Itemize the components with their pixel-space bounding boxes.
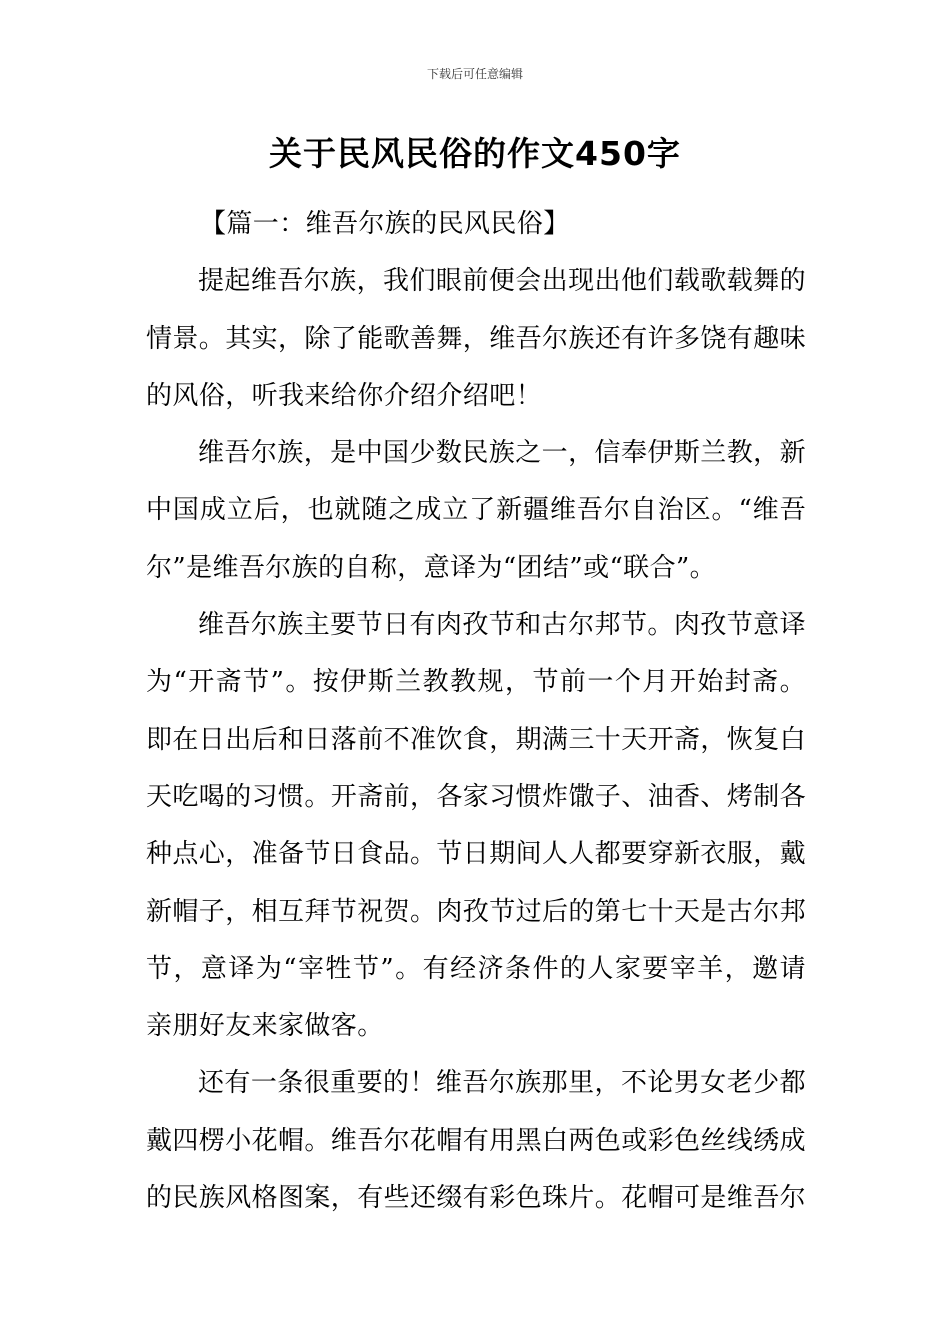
document-title: 关于民风民俗的作文450字 bbox=[269, 134, 681, 173]
paragraph-3: 维吾尔族主要节日有肉孜节和古尔邦节。肉孜节意译为“开斋节”。按伊斯兰教教规，节前一个月开始封斋。即在日出后和日落前不准饮食，期满三十天开斋，恢复白天吃喝的习惯。开斋前，各家习惯炸馓子、油香、烤制各种点心，准备节日食品。节日期间人人都要穿新衣服，戴新帽子，相互拜节祝贺。肉孜节过后的第七十天是古尔邦节，意译为“宰牲节”。有经济条件的人家要宰羊，邀请亲朋好友来家做客。 bbox=[146, 610, 807, 1042]
section-heading: 【篇一：维吾尔族的民风民俗】 bbox=[200, 209, 570, 239]
paragraph-1: 提起维吾尔族，我们眼前便会出现出他们载歌载舞的情景。其实，除了能歌善舞，维吾尔族还有许多饶有趣味的风俗，听我来给你介绍介绍吧！ bbox=[146, 266, 807, 411]
document-body bbox=[146, 196, 806, 1227]
header-note: 下载后可任意编辑 bbox=[426, 67, 523, 81]
paragraph-4: 还有一条很重要的！维吾尔族那里，不论男女老少都戴四楞小花帽。维吾尔花帽有用黑白两色或彩色丝线绣成的民族风格图案，有些还缀有彩色珠片。花帽可是维吾尔 bbox=[146, 1068, 807, 1214]
paragraph-2: 维吾尔族，是中国少数民族之一，信奉伊斯兰教，新中国成立后，也就随之成立了新疆维吾尔自治区。“维吾尔”是维吾尔族的自称，意译为“团结”或“联合”。 bbox=[146, 438, 806, 583]
